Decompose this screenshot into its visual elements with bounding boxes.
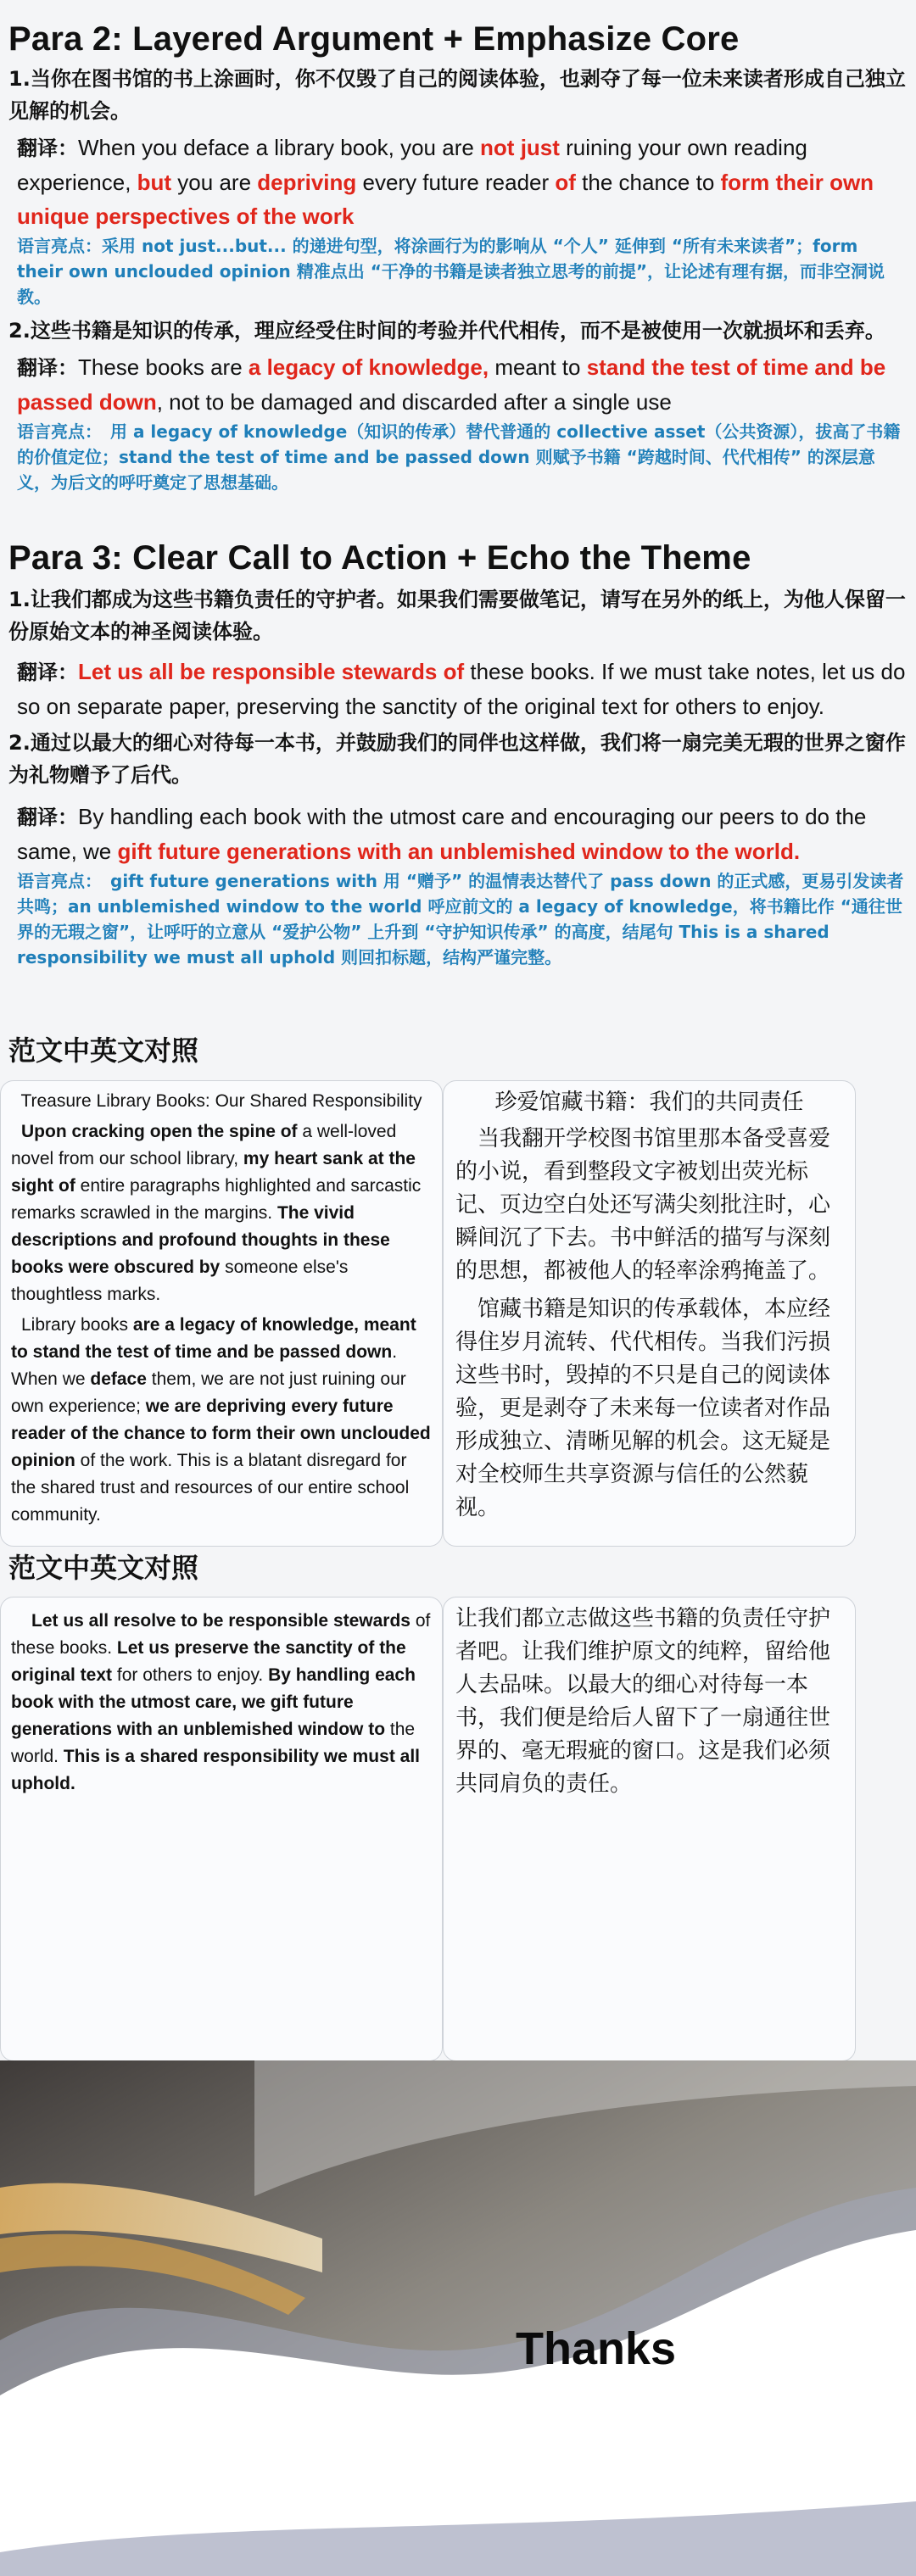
para3-heading: Para 3: Clear Call to Action + Echo the Theme: [8, 539, 751, 577]
comparison2-english-card: [0, 1597, 443, 2061]
translation-label: 翻译：: [17, 137, 78, 160]
english-essay-title: Treasure Library Books: Our Shared Responsibility: [20, 1091, 422, 1111]
para2-sentence1-translation: 翻译：When you deface a library book, you are not just ruining your own reading experience, but you are depriving every future reader of the chance to form their own unique perspectives of the work: [17, 135, 874, 229]
para3-section: [8, 538, 908, 970]
chinese-closing-paragraph: 让我们都立志做这些书籍的负责任守护者吧。让我们维护原文的纯粹，留给他人去品味。以最大的细心对待每一本书，我们便是给后人留下了一扇通往世界的、毫无瑕疵的窗口。这是我们必须共同肩负的责任。: [455, 1606, 831, 1797]
english-paragraph-2: Library books are a legacy of knowledge, meant to stand the test of time and be passed down. When we deface them, we are not just ruining our own experience; we are depriving every future reader of the chance to form their own unclouded opinion of the work. This is a blatant disregard for the shared trust and resources of our entire school community.: [11, 1315, 431, 1525]
para3-sentence2-cn: 2.通过以最大的细心对待每一本书，并鼓励我们的同伴也这样做，我们将一扇完美无瑕的世界之窗作为礼物赠予了后代。: [8, 731, 906, 787]
para2-section: [8, 19, 908, 495]
comparison2-title: 范文中英文对照: [8, 1552, 199, 1584]
para3-sentence1-cn: 1.让我们都成为这些书籍负责任的守护者。如果我们需要做笔记，请写在另外的纸上，为他人保留一份原始文本的神圣阅读体验。: [8, 588, 906, 644]
thanks-text: Thanks: [516, 2323, 677, 2374]
para2-heading: Para 2: Layered Argument + Emphasize Core: [8, 20, 740, 58]
english-paragraph-1: Upon cracking open the spine of a well-loved novel from our school library, my heart sank at the sight of entire paragraphs highlighted and sarcastic remarks scrawled in the margins. The vivid descriptions and profound thoughts in these books were obscured by someone else's thoughtless marks.: [11, 1122, 422, 1304]
para2-sentence2-note: 语言亮点： 用 a legacy of knowledge（知识的传承）替代普通的 collective asset（公共资源），拔高了书籍的价值定位；stand the test of time and be passed down 则赋予书籍 “跨越时间、代代相传” 的深层意义，为后文的呼吁奠定了思想基础。: [17, 421, 901, 493]
chinese-paragraph-2: 馆藏书籍是知识的传承载体，本应经得住岁月流转、代代相传。当我们污损这些书时，毁掉的不只是自己的阅读体验，更是剥夺了未来每一位读者对作品形成独立、清晰见解的机会。这无疑是对全校师生共享资源与信任的公然藐视。: [455, 1296, 831, 1520]
comparison1-title-wrap: [8, 1033, 908, 1068]
para3-sentence2-note: 语言亮点： gift future generations with 用 “赠予” 的温情表达替代了 pass down 的正式感，更易引发读者共鸣；an unblemished window to the world 呼应前文的 a legacy of knowledge，将书籍比作 “通往世界的无瑕之窗”，让呼吁的立意从 “爱护公物” 上升到 “守护知识传承” 的高度，结尾句 This is a shared responsibility we must all uphold 则回扣标题，结构严谨完整。: [17, 871, 904, 967]
chinese-essay-title: 珍爱馆藏书籍：我们的共同责任: [494, 1090, 804, 1115]
comparison2-title-wrap: [8, 1550, 908, 1586]
translation-label: 翻译：: [17, 806, 78, 829]
translation-label: 翻译：: [17, 356, 78, 380]
translation-label: 翻译：: [17, 661, 78, 684]
para2-sentence2-cn: 2.这些书籍是知识的传承，理应经受住时间的考验并代代相传，而不是被使用一次就损坏和丢弃。: [8, 319, 885, 343]
comparison1-english-card: [0, 1080, 443, 1547]
english-closing-paragraph: Let us all resolve to be responsible stewards of these books. Let us preserve the sanctity of the original text for others to enjoy. By handling each book with the utmost care, we gift future generations with an unblemished window to the world. This is a shared responsibility we must all uphold.: [11, 1611, 431, 1793]
comparison2-chinese-card: [443, 1597, 856, 2061]
para2-sentence1-cn: 1.当你在图书馆的书上涂画时，你不仅毁了自己的阅读体验，也剥夺了每一位未来读者形成自己独立见解的机会。: [8, 67, 906, 123]
para3-sentence1-translation: 翻译：Let us all be responsible stewards of these books. If we must take notes, let us do so on separate paper, preserving the sanctity of the original text for others to enjoy.: [17, 659, 906, 719]
para2-sentence1-note: 语言亮点：采用 not just...but... 的递进句型，将涂画行为的影响从 “个人” 延伸到 “所有未来读者”；form their own unclouded opinion 精准点出 “干净的书籍是读者独立思考的前提”，让论述有理有据，而非空洞说教。: [17, 236, 885, 307]
para3-sentence2-translation: 翻译：By handling each book with the utmost care and encouraging our peers to do the same, we gift future generations with an unblemished window to the world.: [17, 804, 867, 864]
chinese-paragraph-1: 当我翻开学校图书馆里那本备受喜爱的小说，看到整段文字被划出荧光标记、页边空白处还写满尖刻批注时，心瞬间沉了下去。书中鲜活的描写与深刻的思想，都被他人的轻率涂鸦掩盖了。: [455, 1126, 831, 1284]
comparison1-chinese-card: [443, 1080, 856, 1547]
footer-background-art: [0, 2060, 916, 2576]
para2-sentence2-translation: 翻译：These books are a legacy of knowledge, meant to stand the test of time and be passed down, not to be damaged and discarded after a single use: [17, 354, 886, 415]
footer-banner: [0, 2060, 916, 2576]
comparison1-title: 范文中英文对照: [8, 1034, 199, 1067]
